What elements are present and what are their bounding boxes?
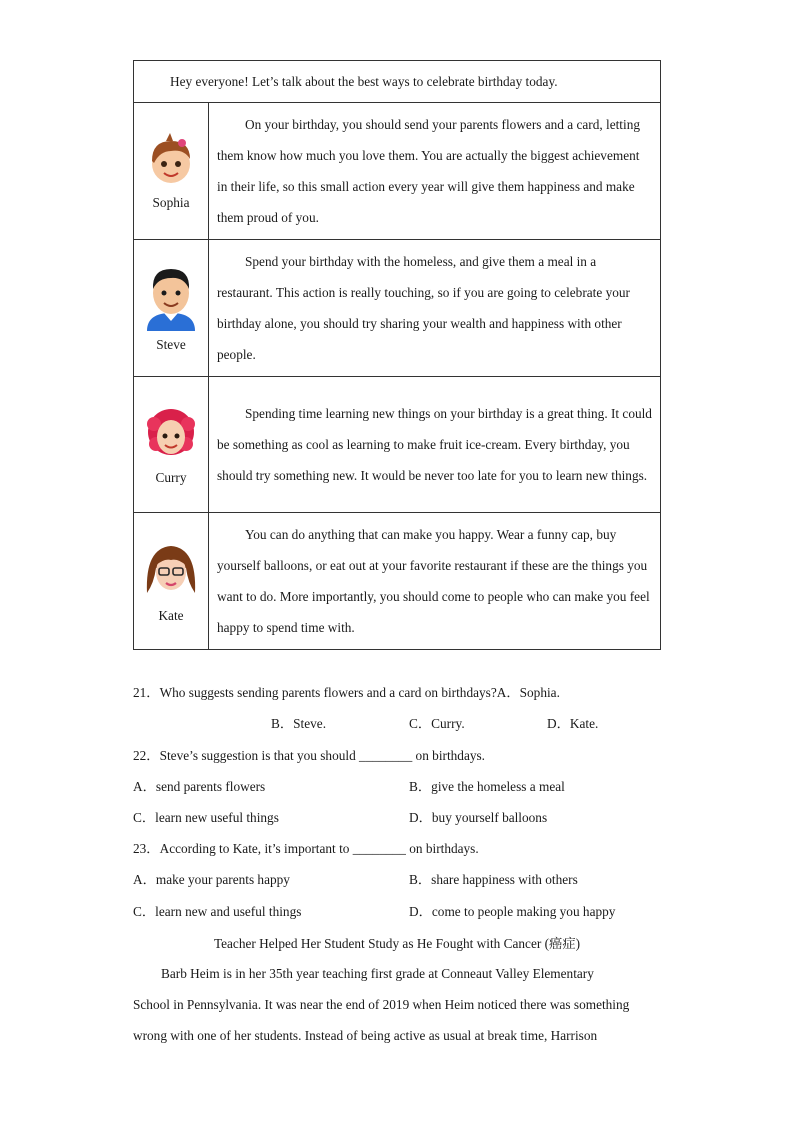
article-line: wrong with one of her students. Instead of being active as usual at break time, Harrison — [133, 1028, 598, 1043]
question-22: 22．Steve’s suggestion is that you should ________ on birthdays. — [133, 748, 485, 763]
post-row — [134, 103, 661, 240]
forum-intro: Hey everyone! Let’s talk about the best ways to celebrate birthday today. — [134, 61, 661, 103]
option-a[interactable]: A．Sophia. — [496, 685, 560, 700]
question-stem: 21．Who suggests sending parents flowers and a card on birthdays? — [133, 685, 497, 700]
article-line: School in Pennsylvania. It was near the end of 2019 when Heim noticed there was something — [133, 997, 630, 1012]
post-author-name: Steve — [156, 337, 186, 352]
post-row — [134, 377, 661, 513]
option-d[interactable]: D．buy yourself balloons — [409, 810, 548, 825]
forum-table — [133, 60, 661, 650]
post-author-cell — [134, 240, 209, 377]
option-c[interactable]: C．learn new and useful things — [133, 904, 302, 919]
question-23: 23．According to Kate, it’s important to ________ on birthdays. — [133, 841, 479, 856]
option-b[interactable]: B．give the homeless a meal — [409, 779, 565, 794]
curry-avatar-icon — [146, 404, 196, 464]
post-row — [134, 513, 661, 650]
option-c[interactable]: C．Curry. — [409, 716, 465, 731]
post-author-name: Curry — [155, 469, 187, 485]
option-c[interactable]: C．learn new useful things — [133, 810, 279, 825]
option-a[interactable]: A．make your parents happy — [133, 872, 290, 887]
post-author-cell — [134, 513, 209, 650]
question-21 — [133, 683, 560, 703]
post-row — [134, 240, 661, 377]
option-d[interactable]: D．come to people making you happy — [409, 904, 616, 919]
post-text: Spend your birthday with the homeless, and give them a meal in a restaurant. This action is really touching, so if you are going to celebrate your birthday alone, you should try sharing your wealth and happiness with other people. — [209, 240, 661, 377]
post-author-name: Kate — [158, 608, 184, 623]
article-paragraph — [133, 958, 661, 1051]
article-line: Barb Heim is in her 35th year teaching first grade at Conneaut Valley Elementary — [161, 966, 594, 981]
intro-row — [134, 61, 661, 103]
post-text: Spending time learning new things on your birthday is a great thing. It could be something as cool as learning to make fruit ice-cream. Every birthday, you should try something new. It would be never too late for you to learn new things. — [209, 377, 661, 513]
article-title: Teacher Helped Her Student Study as He Fought with Cancer (癌症) — [213, 936, 581, 951]
option-b[interactable]: B．Steve. — [271, 716, 327, 731]
steve-avatar-icon — [144, 263, 198, 331]
post-text: You can do anything that can make you happy. Wear a funny cap, buy yourself balloons, or eat out at your favorite restaurant if these are the things you want to do. More importantly, you should come to people who can make you feel happy to spend time with. — [209, 513, 661, 650]
post-text: On your birthday, you should send your parents flowers and a card, letting them know how much you love them. You are actually the biggest achievement in their life, so this small action every year will give them happiness and make them proud of you. — [209, 103, 661, 240]
post-author-cell — [134, 103, 209, 240]
option-b[interactable]: B．share happiness with others — [409, 872, 578, 887]
kate-avatar-icon — [142, 538, 200, 602]
sophia-avatar-icon — [146, 131, 196, 189]
post-author-cell — [134, 377, 209, 513]
post-author-name: Sophia — [152, 195, 190, 210]
option-a[interactable]: A．send parents flowers — [133, 779, 266, 794]
option-d[interactable]: D．Kate. — [547, 716, 599, 731]
